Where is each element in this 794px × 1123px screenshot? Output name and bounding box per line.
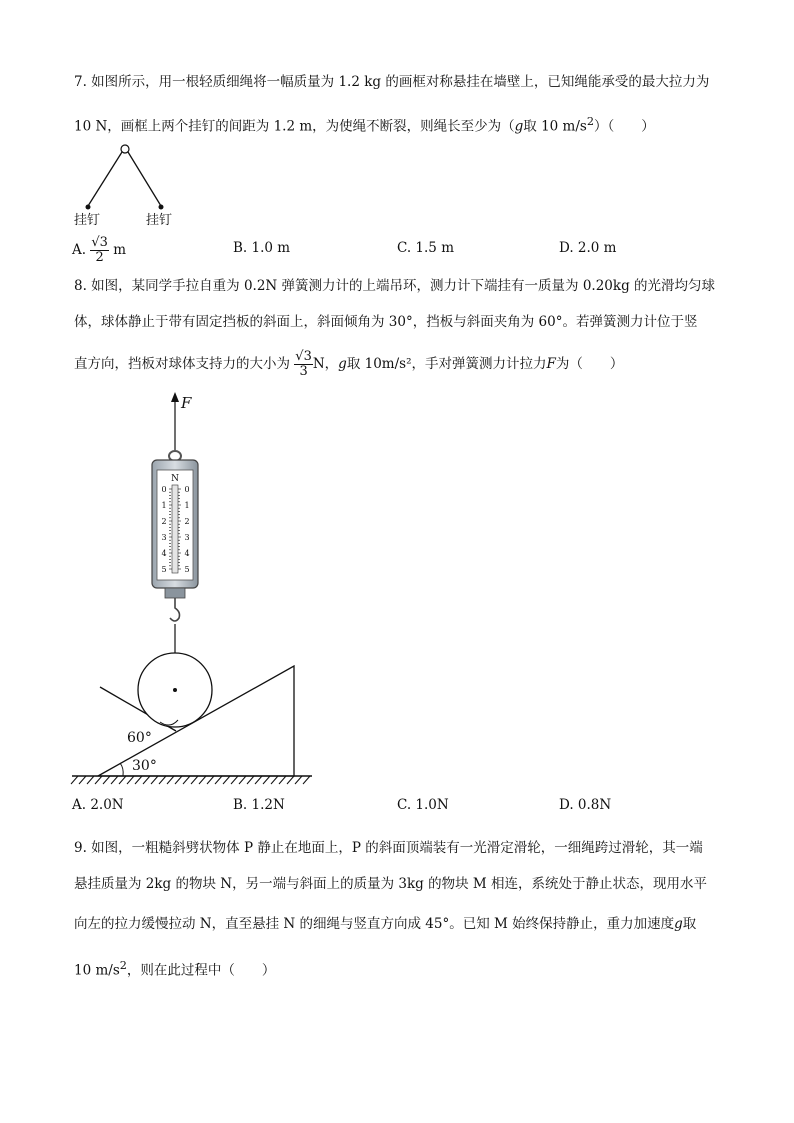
q7-g-symbol: g [514,118,524,135]
ground-hatch-line [239,776,246,784]
scale-slot [172,485,178,573]
q8-option-b[interactable]: B. 1.2N [233,797,285,813]
q8-text-c: 取 10m/s²，手对弹簧测力计拉力 [346,356,547,372]
ground-hatch-line [279,776,286,784]
ground-hatch-line [255,776,262,784]
ground-hatch-line [151,776,158,784]
force-arrow-head [171,392,179,402]
q7-text-c: ）（ ） [594,118,655,135]
scale-tick-label-right: 1 [184,501,190,510]
q7-option-a-label: A. [72,242,87,258]
ground-hatch-line [199,776,206,784]
rope-right [128,152,161,206]
q7-text-a: 10 N，画框上两个挂钉的间距为 1.2 m，为使绳不断裂，则绳长至少为（ [74,118,515,135]
scale-tick-label-right: 2 [184,517,190,526]
rope-left [88,152,122,206]
scale-unit-label: N [171,474,179,484]
scale-tick-label-left: 1 [161,501,167,510]
q7-option-a-num: √3 [91,235,108,250]
q8-text-a: 直方向，挡板对球体支持力的大小为 [74,356,290,372]
q9-stem-line-1: 9. 如图，一粗糙斜劈状物体 P 静止在地面上，P 的斜面顶端装有一光滑定滑轮，一细绳跨过滑轮，其一端 [74,840,703,856]
ground-hatch-line [183,776,190,784]
q9-text-d: ，则在此过程中（ ） [126,962,276,979]
q8-frac-den: 3 [299,364,308,379]
ground-hatch-line [263,776,270,784]
scale-bottom-plate [165,588,185,598]
scale-tick-label-right: 0 [184,485,190,494]
scale-tick-label-left: 0 [161,485,167,494]
scale-tick-label-left: 3 [161,533,167,542]
q7-nail-right-label: 挂钉 [146,213,173,228]
ground-hatch-line [175,776,182,784]
ground-hatch-line [95,776,102,784]
q8-option-a[interactable]: A. 2.0N [72,797,124,813]
q8-frac-num: √3 [295,349,312,364]
ground-hatch-line [191,776,198,784]
ball-center [173,688,177,692]
q8-stem-line-1: 8. 如图，某同学手拉自重为 0.2N 弹簧测力计的上端吊环，测力计下端挂有一质量为 0.20kg 的光滑均匀球 [74,278,715,294]
scale-hook [170,598,180,621]
q7-nail-left-label: 挂钉 [74,213,101,228]
ground-hatch-line [271,776,278,784]
q8-stem-line-3 [74,350,623,379]
q8-text-d: 为（ ） [555,356,624,372]
ground-hatch-line [303,776,310,784]
ground-hatch-line [79,776,86,784]
q8-option-d[interactable]: D. 0.8N [559,797,612,813]
ground-hatch-line [207,776,214,784]
q7-option-a[interactable] [72,236,126,265]
force-label: F [181,394,192,412]
q7-option-a-fraction [90,236,109,265]
q9-g-symbol: g [674,916,683,932]
q8-fraction [294,350,313,379]
ground-hatch-line [135,776,142,784]
ground-hatch-line [111,776,118,784]
q9-sup: 2 [119,959,127,972]
ground-hatch-line [215,776,222,784]
q7-text-b: 取 10 m/s [523,118,587,135]
scale-tick-label-right: 4 [184,549,190,558]
ground-hatch [71,776,310,784]
q8-stem-line-2: 体，球体静止于带有固定挡板的斜面上，斜面倾角为 30°，挡板与斜面夹角为 60°。若弹簧测力计位于竖 [74,314,698,330]
q8-g-symbol: g [338,356,347,372]
q8-figure [60,388,330,788]
ground-hatch-line [127,776,134,784]
q8-option-c[interactable]: C. 1.0N [397,797,449,813]
q7-option-c[interactable]: C. 1.5 m [397,240,454,256]
q7-option-a-den: 2 [95,250,104,265]
scale-tick-label-left: 4 [161,549,167,558]
q7-option-a-unit: m [113,242,127,258]
ground-hatch-line [143,776,150,784]
ground-hatch-line [103,776,110,784]
q7-stem-line-2 [74,112,655,137]
ground-hatch-line [159,776,166,784]
q8-F-symbol: F [546,356,556,372]
scale-tick-label-left: 5 [161,565,167,574]
ground-hatch-line [119,776,126,784]
scale-tick-label-right: 3 [184,533,190,542]
ground-hatch-line [231,776,238,784]
angle-60-label: 60° [127,730,152,746]
ground-hatch-line [287,776,294,784]
ground-hatch-line [87,776,94,784]
ground-hatch-line [167,776,174,784]
q9-stem-line-3 [74,914,696,934]
ground-hatch-line [71,776,78,784]
q9-stem-line-4 [74,956,275,981]
q9-text-a: 向左的拉力缓慢拉动 N，直至悬挂 N 的细绳与竖直方向成 45°。已知 M 始终保持静止，重力加速度 [74,916,675,932]
scale-tick-label-left: 2 [161,517,167,526]
hook-point [121,145,129,153]
angle-30-label: 30° [132,758,157,774]
ground-hatch-line [223,776,230,784]
q9-text-b: 取 [682,916,697,932]
q7-option-d[interactable]: D. 2.0 m [559,240,617,256]
q8-text-b: N， [312,356,339,372]
q7-sup: 2 [586,115,595,128]
ground-hatch-line [295,776,302,784]
q7-option-b[interactable]: B. 1.0 m [233,240,291,256]
ground-hatch-line [247,776,254,784]
q9-text-c: 10 m/s [74,962,120,979]
q9-stem-line-2: 悬挂质量为 2kg 的物块 N，另一端与斜面上的质量为 3kg 的物块 M 相连，系统处于静止状态，现用水平 [74,876,707,892]
q7-stem-line-1: 7. 如图所示，用一根轻质细绳将一幅质量为 1.2 kg 的画框对称悬挂在墙壁上，已知绳能承受的最大拉力为 [74,74,710,90]
scale-tick-label-right: 5 [184,565,190,574]
